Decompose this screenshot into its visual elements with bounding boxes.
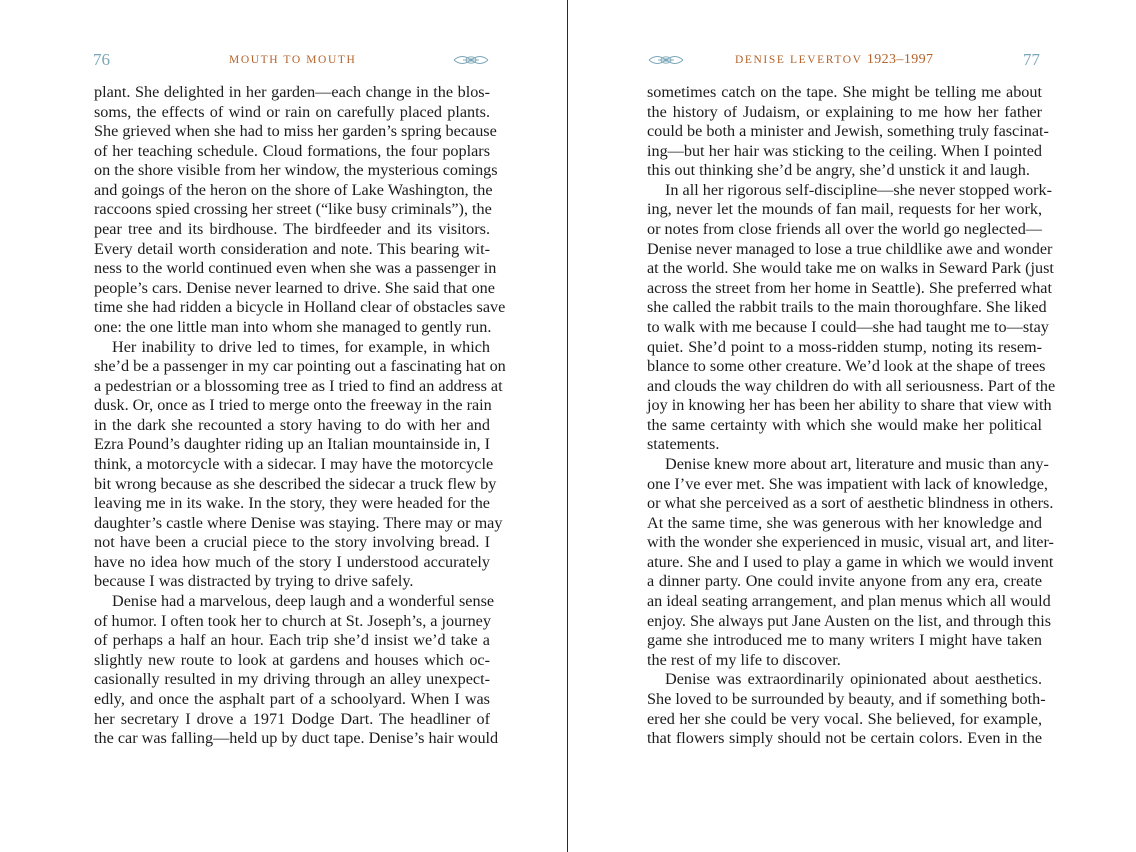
text-line: enjoy. She always put Jane Austen on the list, and through this (647, 611, 1052, 630)
text-line: dusk. Or, once as I tried to merge onto the freeway in the rain (94, 396, 492, 415)
text-line: raccoons spied crossing her street (“like busy criminals”), the (94, 200, 492, 219)
text-line: and goings of the heron on the shore of Lake Washington, the (94, 180, 493, 199)
text-line: an ideal seating arrangement, and plan menus which all would (647, 592, 1051, 611)
text-line: Denise had a marvelous, deep laugh and a wonderful sense (112, 592, 495, 611)
text-line: across the street from her home in Seattle). She preferred what (647, 278, 1052, 297)
text-line: Ezra Pound’s daughter riding up an Italian mountainside in, I (94, 435, 490, 454)
text-line: or notes from close friends all over the world go neglected— (647, 220, 1042, 239)
text-line: joy in knowing her has been her ability to share that view with (647, 396, 1052, 415)
running-head-years: 1923–1997 (866, 52, 934, 67)
text-line: ature. She and I used to play a game in which we would invent (647, 552, 1054, 571)
text-line: Denise never managed to lose a true childlike awe and wonder (647, 239, 1053, 258)
text-line: have no idea how much of the story I understood accurately (94, 552, 490, 571)
text-line: ing, never let the mounds of fan mail, requests for her work, (647, 200, 1042, 219)
text-line: one: the one little man into whom she managed to gently run. (94, 317, 492, 336)
text-line: think, a motorcycle with a sidecar. I may have the motorcycle (94, 454, 494, 473)
text-line: to walk with me because I could—she had taught me to—stay (647, 317, 1049, 336)
page-number: 77 (1023, 50, 1040, 69)
fleuron-ornament-icon (648, 52, 684, 68)
text-line: at the world. She would take me on walks in Seward Park (just (647, 259, 1054, 278)
text-line: the car was falling—held up by duct tape. Denise’s hair would (94, 729, 499, 748)
text-line: because I was distracted by trying to drive safely. (94, 572, 414, 591)
text-line: Her inability to drive led to times, for example, in which (112, 337, 490, 356)
right-body-text (647, 83, 1056, 749)
text-line: casionally resulted in my driving through an alley unexpect- (94, 670, 490, 689)
text-line: daughter’s castle where Denise was staying. There may or may (94, 513, 503, 532)
text-line: she called the rabbit trails to the main thoroughfare. She liked (647, 298, 1047, 317)
text-line: Denise knew more about art, literature and music than any- (665, 454, 1049, 473)
text-line: She grieved when she had to miss her garden’s spring because (94, 122, 497, 141)
text-line: ing—but her hair was sticking to the ceiling. When I pointed (647, 141, 1042, 160)
text-line: blance to some other creature. We’d look at the shape of trees (647, 357, 1046, 376)
text-line: on the shore visible from her window, the mysterious comings (94, 161, 498, 180)
text-line: time she had ridden a bicycle in Holland clear of obstacles save (94, 298, 506, 317)
text-line: in the dark she recounted a story having to do with her and (94, 415, 490, 434)
text-line: with the wonder she experienced in music, visual art, and liter- (647, 533, 1054, 552)
text-line: Every detail worth consideration and note. This bearing wit- (94, 239, 490, 258)
text-line: not have been a crucial piece to the story involving bread. I (94, 533, 490, 552)
left-page (0, 0, 567, 852)
text-line: the same certainty with which she would make her political (647, 415, 1042, 434)
text-line: could be both a minister and Jewish, something truly fascinat- (647, 122, 1049, 141)
text-line: quiet. She’d point to a moss-ridden stump, noting its resem- (647, 337, 1042, 356)
text-line: In all her rigorous self-discipline—she never stopped work- (665, 180, 1053, 199)
text-line: ered her she could be very vocal. She believed, for example, (647, 709, 1042, 728)
running-head-name: DENISE LEVERTOV (735, 54, 863, 66)
text-line: this out thinking she’d be angry, she’d unstick it and laugh. (647, 161, 1030, 180)
text-line: that flowers simply should not be certain colors. Even in the (647, 729, 1042, 748)
text-line: one I’ve ever met. She was impatient with lack of knowledge, (647, 474, 1048, 493)
text-line: and clouds the way children do with all seriousness. Part of the (647, 376, 1056, 395)
right-page (568, 0, 1136, 852)
text-line: a dinner party. One could invite anyone from any era, create (647, 572, 1042, 591)
text-line: edly, and once the asphalt part of a schoolyard. When I was (94, 689, 490, 708)
text-line: plant. She delighted in her garden—each change in the blos- (94, 83, 490, 101)
text-line: of perhaps a half an hour. Each trip she’d insist we’d take a (94, 631, 490, 650)
page-number: 76 (93, 50, 110, 69)
text-line: Denise was extraordinarily opinionated about aesthetics. (665, 670, 1042, 689)
text-line: a pedestrian or a blossoming tree as I tried to find an address at (94, 376, 503, 395)
text-line: leaving me in its wake. In the story, they were headed for the (94, 494, 490, 513)
text-line: of her teaching schedule. Cloud formations, the four poplars (94, 141, 490, 160)
text-line: slightly new route to look at gardens and houses which oc- (94, 650, 490, 669)
text-line: statements. (647, 435, 720, 454)
text-line: the history of Judaism, or explaining to me how her father (647, 102, 1042, 121)
text-line: of humor. I often took her to church at St. Joseph’s, a journey (94, 611, 491, 630)
text-line: sometimes catch on the tape. She might be telling me about (647, 83, 1042, 101)
text-line: her secretary I drove a 1971 Dodge Dart. The headliner of (94, 709, 490, 728)
text-line: she’d be a passenger in my car pointing out a fascinating hat on (94, 357, 506, 376)
text-line: At the same time, she was generous with her knowledge and (647, 513, 1042, 532)
text-line: people’s cars. Denise never learned to drive. She said that one (94, 278, 495, 297)
text-line: or what she perceived as a sort of aesthetic blindness in others. (647, 494, 1054, 513)
running-head (735, 53, 933, 67)
running-head: MOUTH TO MOUTH (229, 54, 357, 66)
text-line: ness to the world continued even when she was a passenger in (94, 259, 497, 278)
left-body-text (94, 83, 506, 749)
text-line: bit wrong because as she described the sidecar a truck flew by (94, 474, 497, 493)
text-line: soms, the effects of wind or rain on carefully placed plants. (94, 102, 490, 121)
text-line: pear tree and its birdhouse. The birdfeeder and its visitors. (94, 220, 490, 239)
text-line: game she introduced me to many writers I might have taken (647, 631, 1042, 650)
text-line: the rest of my life to discover. (647, 650, 841, 669)
text-line: She loved to be surrounded by beauty, and if something both- (647, 689, 1046, 708)
fleuron-ornament-icon (453, 52, 489, 68)
